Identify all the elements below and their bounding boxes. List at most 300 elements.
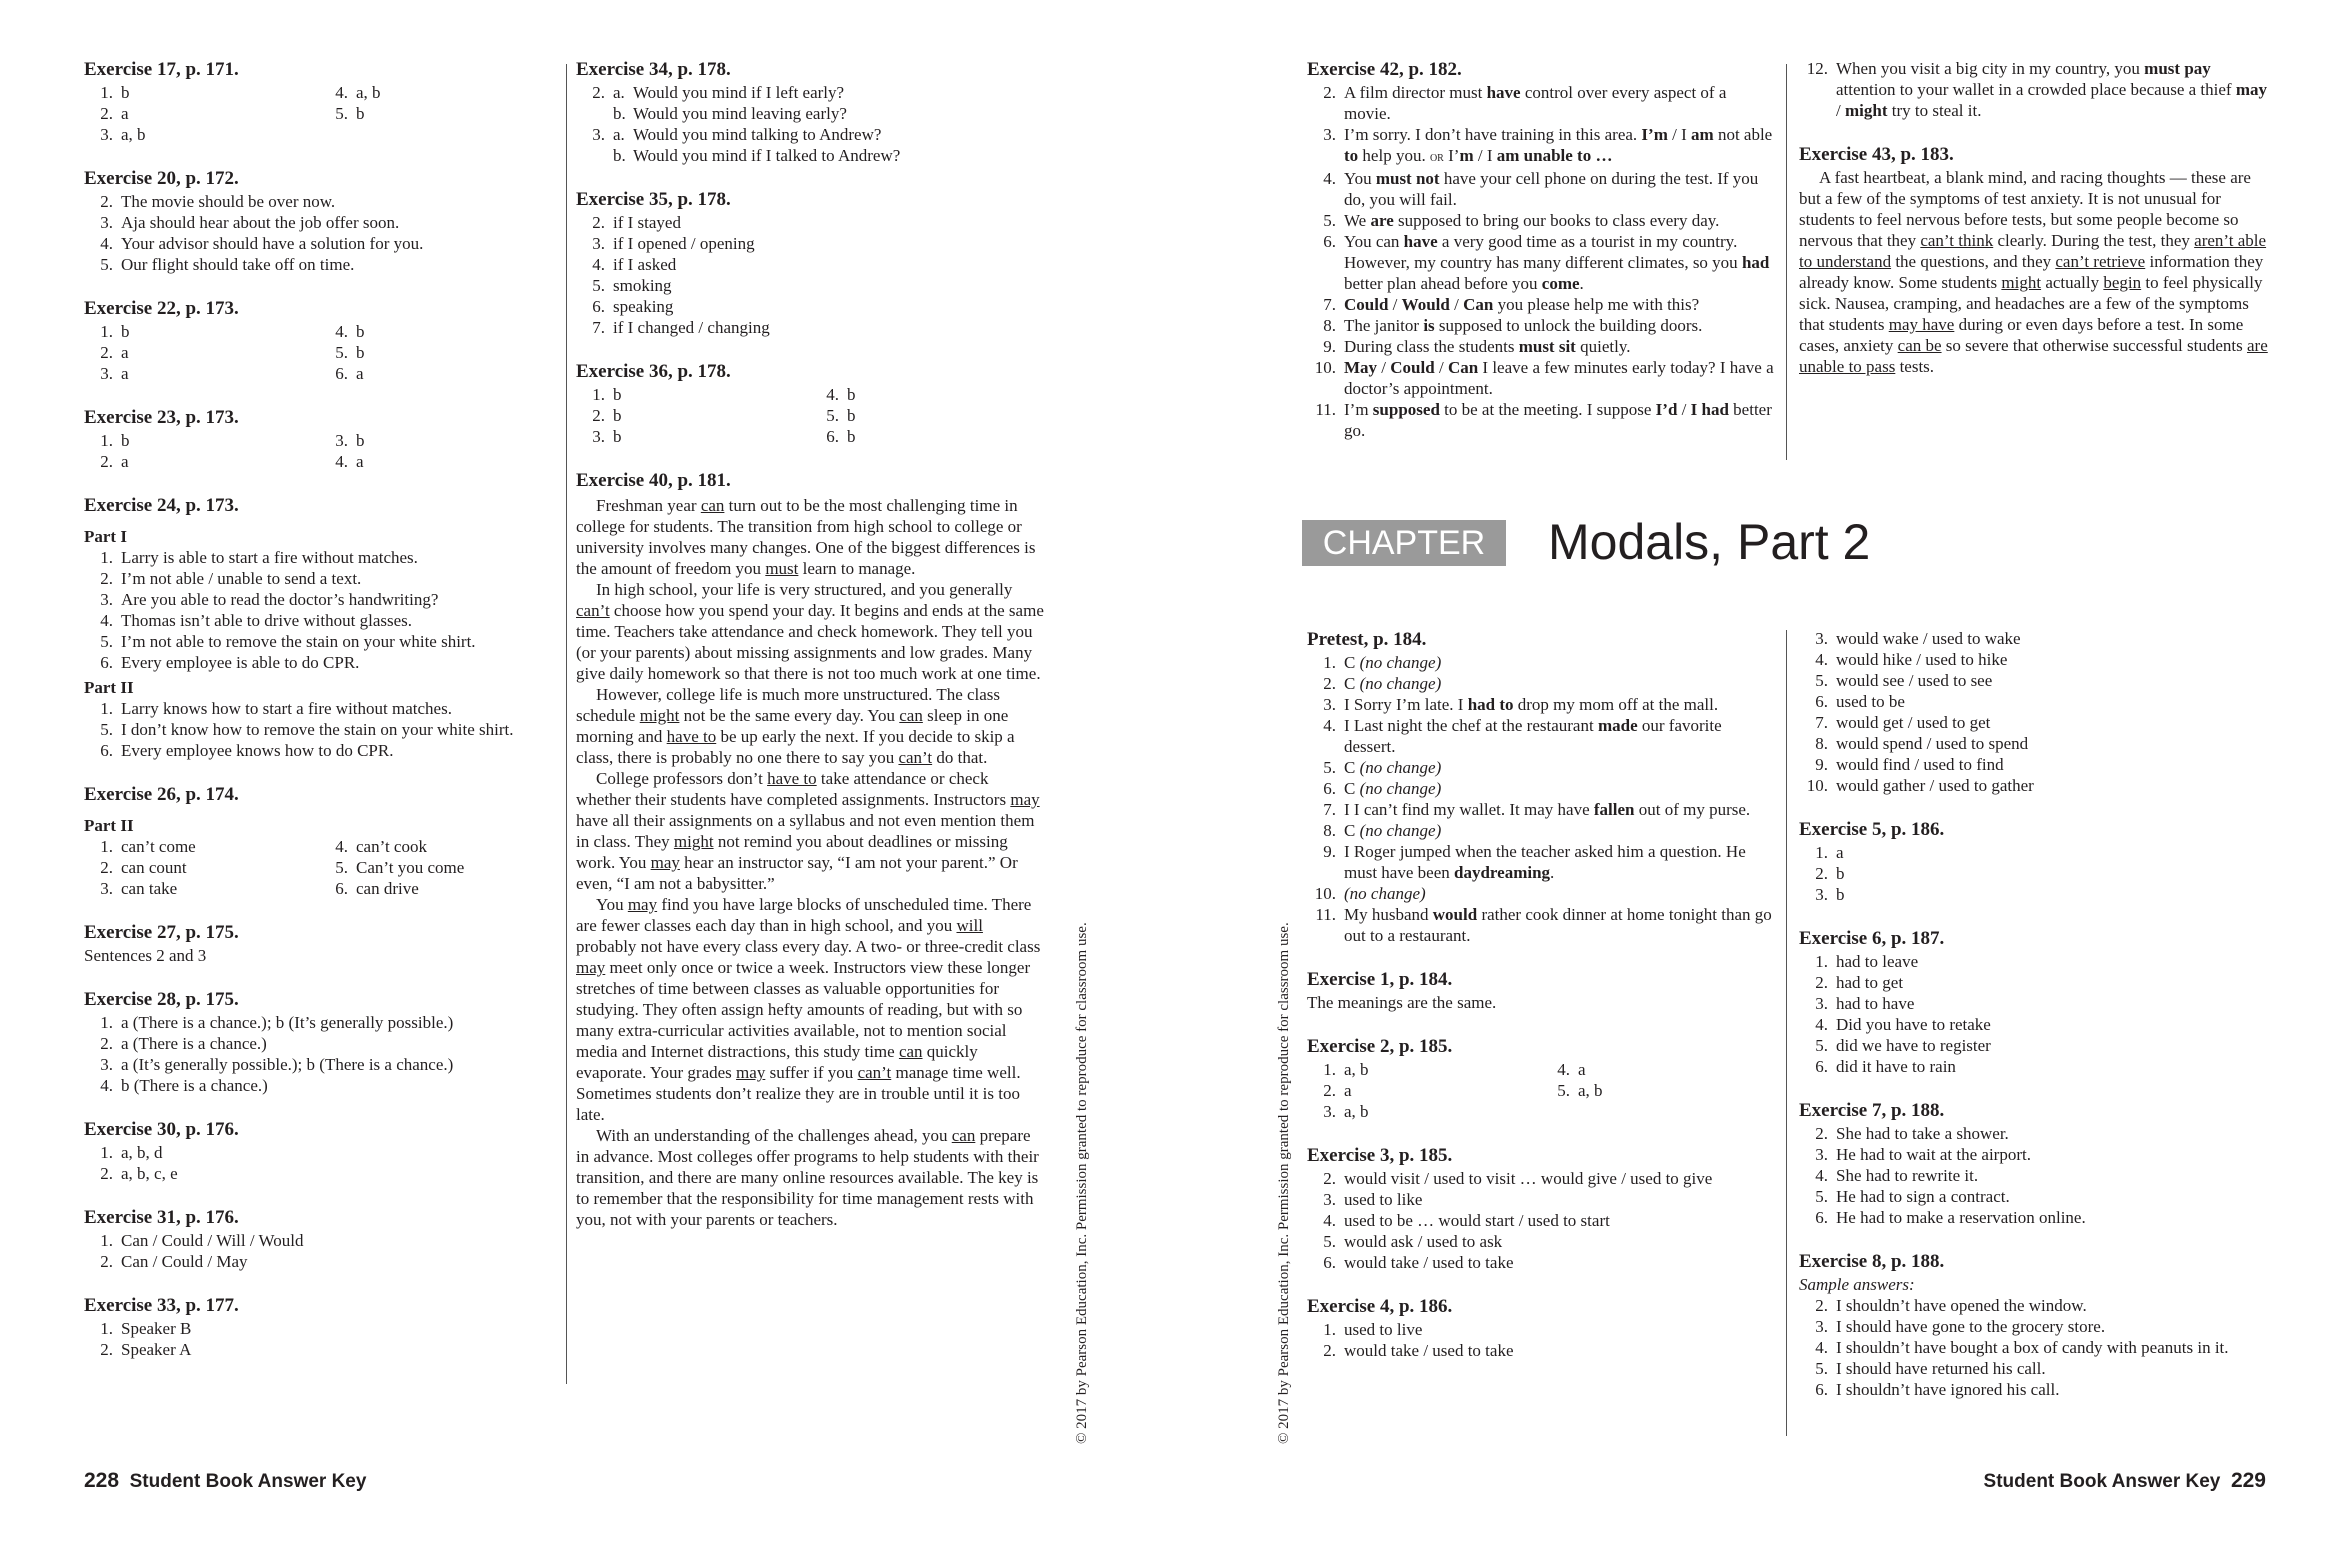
answer-number: 3. [1323, 1190, 1336, 1209]
answer-number: 1. [100, 83, 113, 102]
exercise-heading: Exercise 2, p. 185. [1307, 1036, 1453, 1057]
answer-text: a (It’s generally possible.); b (There is a chance.) [121, 1055, 454, 1074]
copyright-right: © 2017 by Pearson Education, Inc. Permission granted to reproduce for classroom use. [1276, 922, 1292, 1444]
answer-text: I shouldn’t have ignored his call. [1836, 1380, 2060, 1399]
answer-item [1307, 799, 1775, 820]
exercise [1307, 1144, 1775, 1273]
column-divider [1786, 630, 1787, 1436]
exercise-heading: Exercise 6, p. 187. [1799, 928, 1945, 949]
answer-text: I’m sorry. I don’t have training in this area. I’m / I am not able to help you. or I’m / I am unable to … [1344, 125, 1773, 165]
answer-number [576, 103, 613, 124]
answer-number: 1. [100, 699, 113, 718]
answer-item [1799, 1165, 2269, 1186]
answer-number: 2. [100, 104, 113, 123]
answer-number: 5. [1815, 671, 1828, 690]
answer-text: He had to make a reservation online. [1836, 1208, 2086, 1227]
answer-item [84, 1251, 554, 1272]
answer-item [1307, 82, 1775, 124]
answer-number: 6. [1323, 1253, 1336, 1272]
answer-number: 5. [1557, 1081, 1570, 1100]
answer-text: The janitor is supposed to unlock the building doors. [1344, 316, 1703, 335]
answer-text: A film director must have control over every aspect of a movie. [1344, 83, 1727, 123]
exercise-heading: Exercise 35, p. 178. [576, 189, 731, 210]
answer-text: C (no change) [1344, 779, 1442, 798]
answer-text: b [847, 385, 856, 404]
answer-item [319, 124, 554, 145]
answer-item [1307, 1059, 1541, 1080]
answer-item [84, 1033, 554, 1054]
answer-item [576, 124, 1044, 145]
right-col-1-top [1307, 58, 1775, 463]
answer-text: a, b, d [121, 1143, 163, 1162]
answer-text: used to like [1344, 1190, 1423, 1209]
answer-item [1799, 1207, 2269, 1228]
answer-text: Would you mind talking to Andrew? [633, 125, 882, 144]
footer-right [1984, 1470, 2266, 1492]
exercise-heading: Exercise 31, p. 176. [84, 1207, 239, 1228]
answer-number: 5. [826, 406, 839, 425]
answer-number: 3. [100, 364, 113, 383]
answer-item [84, 836, 319, 857]
answer-number: 2. [1323, 83, 1336, 102]
answer-text: had to get [1836, 973, 1904, 992]
answer-text: would find / used to find [1836, 755, 2004, 774]
answer-text: b [356, 343, 365, 362]
answer-text: I’m not able / unable to send a text. [121, 569, 362, 588]
answer-text: C (no change) [1344, 758, 1442, 777]
answer-text: We are supposed to bring our books to class every day. [1344, 211, 1720, 230]
answer-text: a [356, 364, 364, 383]
answer-text: Can / Could / Will / Would [121, 1231, 304, 1250]
answer-text: Your advisor should have a solution for you. [121, 234, 424, 253]
answer-number: 4. [1815, 650, 1828, 669]
answer-number: 7. [1815, 713, 1828, 732]
answer-number: 6. [1815, 1208, 1828, 1227]
footer-label-right: Student Book Answer Key [1983, 1471, 2221, 1492]
answer-text: if I asked [613, 255, 677, 274]
page-number-right: 229 [2230, 1469, 2266, 1492]
answer-number: 6. [1815, 692, 1828, 711]
answer-item [1307, 1168, 1775, 1189]
answer-item [84, 631, 554, 652]
answer-number: 2. [100, 343, 113, 362]
answer-item [84, 124, 319, 145]
answer-item [1799, 1035, 2269, 1056]
answer-text [1578, 1101, 1775, 1122]
answer-number: 1. [100, 431, 113, 450]
answer-number: 5. [100, 632, 113, 651]
exercise-heading: Exercise 3, p. 185. [1307, 1145, 1453, 1166]
answer-number: 5. [335, 104, 348, 123]
exercise-heading: Exercise 43, p. 183. [1799, 144, 1954, 165]
answer-item [84, 103, 319, 124]
exercise-heading: Exercise 7, p. 188. [1799, 1100, 1945, 1121]
answer-item [1307, 294, 1775, 315]
answer-text: would take / used to take [1344, 1341, 1514, 1360]
answer-text: smoking [613, 276, 672, 295]
answer-item [1307, 820, 1775, 841]
exercise [1307, 1295, 1775, 1361]
answer-item [576, 426, 810, 447]
answer-number: 10. [1806, 776, 1828, 795]
answer-text: Larry knows how to start a fire without matches. [121, 699, 452, 718]
answer-number: 2. [1815, 1124, 1828, 1143]
answer-number: 1. [1323, 653, 1336, 672]
answer-number: 4. [335, 83, 348, 102]
answer-item [84, 1142, 554, 1163]
exercise [576, 188, 1044, 338]
exercise-heading: Exercise 22, p. 173. [84, 298, 239, 319]
answer-number: 1. [1815, 952, 1828, 971]
column-divider [566, 64, 567, 1384]
answer-item [1307, 1101, 1541, 1122]
answer-text: b [847, 406, 856, 425]
answer-number: 1. [1323, 1320, 1336, 1339]
answer-number: 8. [1323, 316, 1336, 335]
passage-paragraph: You may find you have large blocks of unscheduled time. There are fewer classes each day than in high school, and you will probably not have every class every day. A two- or three-credit class may meet only once or twice a week. Instructors view these longer stretches of time between classes as valuable opportunities for studying. They often assign hefty amounts of reading, but with so many extra-curricular activities available, not to mention social media and Internet distractions, this study time can quickly evaporate. Your grades may suffer if you can’t manage time well. Sometimes students don’t realize they are in trouble until it is too late. [576, 895, 1041, 1124]
answer-item [1307, 124, 1775, 168]
exercise-heading: Exercise 1, p. 184. [1307, 969, 1453, 990]
answer-number [1541, 1101, 1578, 1122]
answer-text: can take [121, 879, 178, 898]
answer-number: 3. [100, 590, 113, 609]
answer-number: 1. [100, 548, 113, 567]
answer-text: I shouldn’t have bought a box of candy with peanuts in it. [1836, 1338, 2229, 1357]
answer-item [1541, 1080, 1775, 1101]
exercise-heading: Exercise 36, p. 178. [576, 361, 731, 382]
answer-item [319, 82, 554, 103]
answer-number: 4. [1323, 169, 1336, 188]
answer-text: Thomas isn’t able to drive without glasses. [121, 611, 413, 630]
answer-number: 3. [1815, 994, 1828, 1013]
answer-item [1307, 1210, 1775, 1231]
answer-number: 2. [100, 1164, 113, 1183]
answer-item [1307, 1080, 1541, 1101]
right-col-2-top [1799, 58, 2269, 399]
answer-item [1307, 1319, 1775, 1340]
answer-number: 6. [335, 879, 348, 898]
answer-number: 4. [335, 322, 348, 341]
answer-item [576, 275, 1044, 296]
answer-text: I I can’t find my wallet. It may have fallen out of my purse. [1344, 800, 1751, 819]
answer-text: During class the students must sit quietly. [1344, 337, 1631, 356]
answer-number: 7. [592, 318, 605, 337]
answer-item [1307, 652, 1775, 673]
answer-text: I Last night the chef at the restaurant made our favorite dessert. [1344, 716, 1722, 756]
answer-text: The meanings are the same. [1307, 993, 1497, 1012]
answer-item [84, 719, 554, 740]
answer-number: 1. [100, 1231, 113, 1250]
answer-text: C (no change) [1344, 674, 1442, 693]
answer-item [319, 321, 554, 342]
answer-item [84, 652, 554, 673]
answer-item [1799, 884, 2269, 905]
exercise [576, 469, 1044, 1230]
exercise [1799, 143, 2269, 377]
answer-item [1307, 673, 1775, 694]
answer-text: Speaker B [121, 1319, 192, 1338]
answer-number: 10. [1314, 884, 1336, 903]
answer-item [84, 1230, 554, 1251]
answer-text: b [613, 385, 622, 404]
answer-text: She had to rewrite it. [1836, 1166, 1979, 1185]
answer-item [319, 342, 554, 363]
answer-number: 3. [1815, 1145, 1828, 1164]
answer-text: Sentences 2 and 3 [84, 946, 207, 965]
answer-text: can count [121, 858, 187, 877]
answer-item [84, 610, 554, 631]
answer-item [84, 589, 554, 610]
exercise [1307, 628, 1775, 946]
exercise [84, 494, 554, 761]
exercise [84, 921, 554, 966]
answer-text: did it have to rain [1836, 1057, 1956, 1076]
answer-number: 4. [1557, 1060, 1570, 1079]
answer-text: speaking [613, 297, 674, 316]
answer-item [1799, 1337, 2269, 1358]
exercise [84, 58, 554, 145]
answer-number: 4. [335, 452, 348, 471]
answer-item [1307, 1252, 1775, 1273]
answer-item [576, 384, 810, 405]
answer-number: 4. [100, 611, 113, 630]
answer-number: 4. [100, 1076, 113, 1095]
answer-text: a [1836, 843, 1844, 862]
answer-text: Would you mind if I talked to Andrew? [633, 146, 901, 165]
answer-text: a [121, 452, 129, 471]
answer-text: Every employee knows how to do CPR. [121, 741, 394, 760]
answer-number: 10. [1314, 358, 1336, 377]
answer-item [84, 254, 554, 275]
answer-number: 5. [1323, 758, 1336, 777]
exercise [576, 360, 1044, 447]
answer-text: Our flight should take off on time. [121, 255, 355, 274]
answer-item [1799, 1123, 2269, 1144]
answer-text: if I stayed [613, 213, 681, 232]
answer-number: 3. [100, 125, 113, 144]
answer-text: b [121, 431, 130, 450]
exercise [1799, 1099, 2269, 1228]
answer-item [1799, 1295, 2269, 1316]
part-label: Part I [84, 527, 127, 546]
answer-text: a [121, 364, 129, 383]
answer-number: 6. [1815, 1380, 1828, 1399]
answer-text: would hike / used to hike [1836, 650, 2008, 669]
answer-item [576, 145, 1044, 166]
answer-item [1799, 691, 2269, 712]
answer-number: 9. [1323, 337, 1336, 356]
answer-item [1307, 231, 1775, 294]
part-label: Part II [84, 678, 134, 697]
answer-item [84, 451, 319, 472]
answer-item [1799, 712, 2269, 733]
answer-number: 3. [1323, 695, 1336, 714]
answer-text: a [1578, 1060, 1586, 1079]
answer-number: 2. [100, 1340, 113, 1359]
answer-text: Larry is able to start a fire without matches. [121, 548, 418, 567]
answer-number: 3. [592, 234, 605, 253]
answer-text: if I opened / opening [613, 234, 755, 253]
answer-number: 2. [100, 1252, 113, 1271]
answer-text: I’m not able to remove the stain on your white shirt. [121, 632, 476, 651]
answer-number: 3. [1815, 1317, 1828, 1336]
answer-number: 2. [592, 213, 605, 232]
answer-item [1799, 993, 2269, 1014]
exercise [84, 297, 554, 384]
answer-item [1799, 1379, 2269, 1400]
answer-text: Could / Would / Can you please help me with this? [1344, 295, 1700, 314]
answer-item [84, 698, 554, 719]
answer-text: Aja should hear about the job offer soon. [121, 213, 400, 232]
answer-number: 5. [1815, 1036, 1828, 1055]
answer-text: would visit / used to visit … would give / used to give [1344, 1169, 1713, 1188]
answer-number: 2. [1323, 1169, 1336, 1188]
answer-text: Can / Could / May [121, 1252, 248, 1271]
answer-item [84, 321, 319, 342]
answer-number: 9. [1323, 842, 1336, 861]
answer-text: used to live [1344, 1320, 1423, 1339]
answer-number: 5. [335, 343, 348, 362]
exercise-heading: Pretest, p. 184. [1307, 629, 1427, 650]
answer-number: 4. [592, 255, 605, 274]
answer-text: would see / used to see [1836, 671, 1993, 690]
answer-item [576, 82, 1044, 103]
answer-number: 2. [592, 83, 605, 102]
answer-number: 11. [1315, 400, 1336, 419]
answer-item [576, 254, 1044, 275]
answer-item [1307, 757, 1775, 778]
answer-item [1799, 842, 2269, 863]
answer-text: I should have gone to the grocery store. [1836, 1317, 2106, 1336]
answer-item [84, 1054, 554, 1075]
answer-number: 1. [100, 322, 113, 341]
answer-text: C (no change) [1344, 821, 1442, 840]
answer-text: a [356, 452, 364, 471]
answer-item [576, 405, 810, 426]
answer-number: 3. [100, 879, 113, 898]
answer-sub: b. [613, 104, 626, 123]
answer-item [810, 426, 1044, 447]
answer-item [1799, 58, 2269, 121]
exercise-heading: Exercise 17, p. 171. [84, 59, 239, 80]
answer-item [1799, 670, 2269, 691]
answer-text: would wake / used to wake [1836, 629, 2021, 648]
answer-number: 4. [1815, 1015, 1828, 1034]
answer-item [84, 342, 319, 363]
answer-item [810, 405, 1044, 426]
passage-paragraph: Freshman year can turn out to be the most challenging time in college for students. The transition from high school to college or university involves many changes. One of the biggest differences is the amount of freedom you must learn to manage. [576, 496, 1036, 578]
answer-number: 9. [1815, 755, 1828, 774]
answer-item [84, 547, 554, 568]
answer-number: 3. [592, 125, 605, 144]
answer-number: 5. [1815, 1187, 1828, 1206]
answer-text: I Roger jumped when the teacher asked him a question. He must have been daydreaming. [1344, 842, 1746, 882]
answer-number: 6. [335, 364, 348, 383]
answer-item [1799, 754, 2269, 775]
answer-text: He had to sign a contract. [1836, 1187, 2010, 1206]
answer-text: b [356, 431, 365, 450]
answer-number: 2. [1323, 1341, 1336, 1360]
answer-item [84, 1012, 554, 1033]
passage-paragraph: College professors don’t have to take attendance or check whether their students have completed assignments. Instructors may have all their assignments on a syllabus and not even mention them in class. They might not remind you about deadlines or missing work. You may hear an instructor say, “I am not your parent.” Or even, “I am not a babysitter.” [576, 769, 1040, 893]
exercise-heading: Exercise 20, p. 172. [84, 168, 239, 189]
answer-item [1307, 1189, 1775, 1210]
answer-sub: b. [613, 146, 626, 165]
answer-text: When you visit a big city in my country, you must pay attention to your wallet in a crowded place because a thief may / might try to steal it. [1836, 59, 2267, 120]
answer-item [1799, 1056, 2269, 1077]
answer-number: 5. [100, 720, 113, 739]
answer-item [84, 363, 319, 384]
answer-item [84, 1075, 554, 1096]
exercise [1307, 1035, 1775, 1122]
answer-text: a [121, 104, 129, 123]
answer-number: 6. [1323, 232, 1336, 251]
exercise [84, 1118, 554, 1184]
exercise-heading: Exercise 30, p. 176. [84, 1119, 239, 1140]
answer-text: would take / used to take [1344, 1253, 1514, 1272]
answer-text: The movie should be over now. [121, 192, 336, 211]
exercise [84, 167, 554, 275]
answer-number: 5. [1815, 1359, 1828, 1378]
answer-item [1799, 628, 2269, 649]
exercise [84, 783, 554, 899]
answer-item [1307, 168, 1775, 210]
answer-text: I Sorry I’m late. I had to drop my mom off at the mall. [1344, 695, 1719, 714]
part-label: Part II [84, 816, 134, 835]
answer-item [1799, 775, 2269, 796]
answer-text: if I changed / changing [613, 318, 770, 337]
answer-text: a [1344, 1081, 1352, 1100]
exercise-heading: Exercise 34, p. 178. [576, 59, 731, 80]
answer-text: b (There is a chance.) [121, 1076, 268, 1095]
answer-number: 4. [1815, 1338, 1828, 1357]
answer-text: You must not have your cell phone on during the test. If you do, you will fail. [1344, 169, 1759, 209]
answer-number: 3. [1323, 125, 1336, 144]
answer-number: 3. [1815, 629, 1828, 648]
answer-text: had to have [1836, 994, 1915, 1013]
answer-item [319, 363, 554, 384]
answer-number: 1. [100, 1319, 113, 1338]
footer-left [84, 1470, 366, 1492]
answer-text: a, b [1578, 1081, 1603, 1100]
answer-text: had to leave [1836, 952, 1919, 971]
answer-item [319, 857, 554, 878]
answer-item [1799, 1316, 2269, 1337]
answer-item [1799, 1144, 2269, 1165]
answer-item [84, 82, 319, 103]
answer-text: a, b, c, e [121, 1164, 178, 1183]
answer-number: 3. [100, 1055, 113, 1074]
answer-text: May / Could / Can I leave a few minutes early today? I have a doctor’s appointment. [1344, 358, 1774, 398]
answer-text: a (There is a chance.) [121, 1034, 267, 1053]
exercise [576, 58, 1044, 166]
answer-item [1799, 1186, 2269, 1207]
answer-number: 4. [1323, 1211, 1336, 1230]
answer-number: 3. [1815, 885, 1828, 904]
answer-text: did we have to register [1836, 1036, 1991, 1055]
answer-number: 6. [100, 741, 113, 760]
answer-number: 6. [826, 427, 839, 446]
answer-number: 4. [335, 837, 348, 856]
answer-text: I shouldn’t have opened the window. [1836, 1296, 2087, 1315]
answer-text: a (There is a chance.); b (It’s generally possible.) [121, 1013, 454, 1032]
answer-number: 3. [592, 427, 605, 446]
answer-item [576, 233, 1044, 254]
answer-number: 5. [100, 255, 113, 274]
exercise-heading: Exercise 5, p. 186. [1799, 819, 1945, 840]
exercise [1799, 927, 2269, 1077]
right-col-1-bottom [1307, 628, 1775, 1383]
